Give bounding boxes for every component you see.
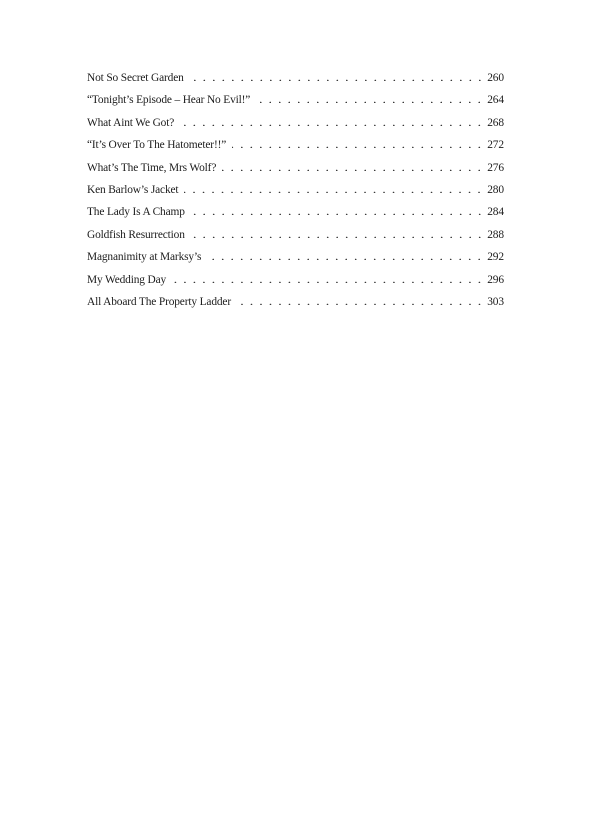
toc-entry-page-number: 264 [487, 94, 504, 107]
toc-dot-leader [237, 295, 484, 305]
toc-entry-title: The Lady Is A Champ [87, 206, 185, 219]
toc-entry-title: My Wedding Day [87, 273, 167, 286]
toc-entry[interactable] [87, 273, 504, 295]
toc-dot-leader [222, 161, 484, 171]
toc-entry-title: What’s The Time, Mrs Wolf? [87, 161, 217, 174]
toc-dot-leader [184, 183, 484, 193]
toc-entry-title: Magnanimity at Marksy’s [87, 251, 202, 264]
toc-dot-leader [180, 116, 484, 126]
toc-entry-page-number: 276 [487, 161, 504, 174]
toc-dot-leader [232, 138, 484, 148]
toc-entry-title: “Tonight’s Episode – Hear No Evil!” [87, 94, 251, 107]
toc-entry[interactable] [87, 295, 504, 317]
toc-entry-page-number: 292 [487, 251, 504, 264]
toc-dot-leader [256, 93, 484, 103]
toc-entry-page-number: 280 [487, 183, 504, 196]
toc-entry-title: Ken Barlow’s Jacket [87, 183, 179, 196]
toc-dot-leader [191, 228, 484, 238]
toc-entry[interactable] [87, 228, 504, 250]
toc-entry-page-number: 268 [487, 116, 504, 129]
toc-dot-leader [172, 273, 484, 283]
toc-entry-title: All Aboard The Property Ladder [87, 295, 231, 308]
toc-entry-title: Not So Secret Garden [87, 72, 184, 84]
toc-entry[interactable] [87, 138, 504, 160]
toc-dot-leader [191, 205, 484, 215]
toc-entry-title: What Aint We Got? [87, 116, 175, 129]
toc-entry-page-number: 296 [487, 273, 504, 286]
toc-dot-leader [207, 250, 484, 260]
toc-entry[interactable] [87, 161, 504, 183]
toc-entry[interactable] [87, 71, 504, 93]
toc-entry-title: Goldfish Resurrection [87, 228, 185, 241]
toc-entry-page-number: 303 [487, 295, 504, 308]
toc-entry-title: “It’s Over To The Hatometer!!” [87, 139, 227, 152]
toc-entry[interactable] [87, 250, 504, 272]
toc-entry-page-number: 284 [487, 206, 504, 219]
toc-entry-page-number: 272 [487, 139, 504, 152]
toc-entry[interactable] [87, 116, 504, 138]
toc-entry-page-number: 260 [487, 72, 504, 84]
table-of-contents [87, 71, 504, 317]
toc-entry[interactable] [87, 183, 504, 205]
toc-entry-page-number: 288 [487, 228, 504, 241]
toc-entry[interactable] [87, 205, 504, 227]
toc-dot-leader [190, 71, 485, 81]
toc-entry[interactable] [87, 93, 504, 115]
